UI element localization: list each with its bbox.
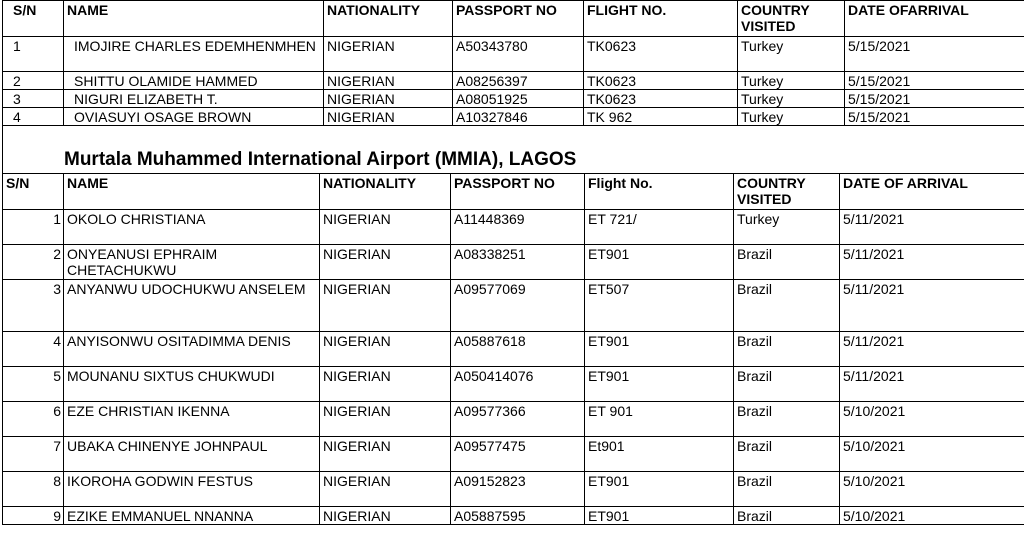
cell-date: 5/11/2021 xyxy=(840,367,1024,402)
cell-country: Brazil xyxy=(734,332,840,367)
cell-passport: A08256397 xyxy=(453,72,584,90)
cell-passport: A09577069 xyxy=(451,280,585,332)
cell-name: UBAKA CHINENYE JOHNPAUL xyxy=(64,437,320,472)
cell-passport: A09152823 xyxy=(451,472,585,507)
cell-flight: TK0623 xyxy=(584,90,738,108)
cell-flight: ET 901 xyxy=(585,402,734,437)
cell-name: OKOLO CHRISTIANA xyxy=(64,210,320,245)
header-date: DATE OF ARRIVAL xyxy=(840,174,1024,210)
cell-sn: 6 xyxy=(3,402,64,437)
cell-sn: 4 xyxy=(3,108,64,126)
cell-country: Brazil xyxy=(734,245,840,280)
header-sn: S/N xyxy=(3,1,64,37)
cell-date: 5/11/2021 xyxy=(840,280,1024,332)
cell-passport: A05887618 xyxy=(451,332,585,367)
table-row xyxy=(3,507,1024,525)
cell-sn: 9 xyxy=(3,507,64,525)
cell-nationality: NIGERIAN xyxy=(324,90,453,108)
cell-sn: 2 xyxy=(3,72,64,90)
header-nationality: NATIONALITY xyxy=(324,1,453,37)
cell-date: 5/11/2021 xyxy=(840,245,1024,280)
cell-name: OVIASUYI OSAGE BROWN xyxy=(64,108,324,126)
header-country: COUNTRY VISITED xyxy=(734,174,840,210)
cell-country: Turkey xyxy=(738,72,845,90)
cell-flight: ET901 xyxy=(585,332,734,367)
cell-name: IKOROHA GODWIN FESTUS xyxy=(64,472,320,507)
table-row xyxy=(3,90,1024,108)
cell-country: Brazil xyxy=(734,507,840,525)
header-passport: PASSPORT NO xyxy=(451,174,585,210)
cell-sn: 8 xyxy=(3,472,64,507)
cell-flight: Et901 xyxy=(585,437,734,472)
cell-date: 5/10/2021 xyxy=(840,402,1024,437)
cell-name: ONYEANUSI EPHRAIM CHETACHUKWU xyxy=(64,245,320,280)
header-nationality: NATIONALITY xyxy=(320,174,451,210)
cell-nationality: NIGERIAN xyxy=(320,332,451,367)
cell-flight: ET901 xyxy=(585,245,734,280)
cell-name: SHITTU OLAMIDE HAMMED xyxy=(64,72,324,90)
header-flight: FLIGHT NO. xyxy=(584,1,738,37)
cell-name: EZIKE EMMANUEL NNANNA xyxy=(64,507,320,525)
cell-country: Brazil xyxy=(734,437,840,472)
cell-flight: ET507 xyxy=(585,280,734,332)
cell-country: Turkey xyxy=(734,210,840,245)
header-sn: S/N xyxy=(3,174,64,210)
cell-date: 5/10/2021 xyxy=(840,472,1024,507)
table-header-row xyxy=(3,1,1024,37)
cell-passport: A08051925 xyxy=(453,90,584,108)
passenger-table-2 xyxy=(2,173,1024,525)
cell-date: 5/10/2021 xyxy=(840,437,1024,472)
cell-flight: TK0623 xyxy=(584,37,738,72)
table-row xyxy=(3,402,1024,437)
cell-passport: A08338251 xyxy=(451,245,585,280)
table-row xyxy=(3,472,1024,507)
cell-sn: 1 xyxy=(3,210,64,245)
cell-name: IMOJIRE CHARLES EDEMHENMHEN xyxy=(64,37,324,72)
cell-passport: A11448369 xyxy=(451,210,585,245)
cell-sn: 1 xyxy=(3,37,64,72)
cell-sn: 5 xyxy=(3,367,64,402)
header-date: DATE OFARRIVAL xyxy=(845,1,1024,37)
cell-flight: ET901 xyxy=(585,472,734,507)
cell-nationality: NIGERIAN xyxy=(320,437,451,472)
table-body xyxy=(3,210,1024,525)
cell-passport: A09577475 xyxy=(451,437,585,472)
airport-heading: Murtala Muhammed International Airport (MMIA), LAGOS xyxy=(64,149,577,170)
cell-date: 5/11/2021 xyxy=(840,210,1024,245)
table-row xyxy=(3,108,1024,126)
cell-passport: A10327846 xyxy=(453,108,584,126)
cell-country: Brazil xyxy=(734,280,840,332)
cell-name: NIGURI ELIZABETH T. xyxy=(64,90,324,108)
cell-flight: ET901 xyxy=(585,367,734,402)
cell-date: 5/15/2021 xyxy=(845,108,1024,126)
cell-sn: 7 xyxy=(3,437,64,472)
cell-country: Brazil xyxy=(734,472,840,507)
cell-passport: A50343780 xyxy=(453,37,584,72)
cell-nationality: NIGERIAN xyxy=(324,72,453,90)
table-row xyxy=(3,437,1024,472)
cell-date: 5/15/2021 xyxy=(845,37,1024,72)
cell-country: Turkey xyxy=(738,108,845,126)
header-country: COUNTRY VISITED xyxy=(738,1,845,37)
cell-nationality: NIGERIAN xyxy=(320,210,451,245)
table-header-row xyxy=(3,174,1024,210)
cell-country: Brazil xyxy=(734,367,840,402)
cell-name: ANYANWU UDOCHUKWU ANSELEM xyxy=(64,280,320,332)
cell-flight: ET901 xyxy=(585,507,734,525)
cell-sn: 3 xyxy=(3,280,64,332)
header-name: NAME xyxy=(64,1,324,37)
cell-sn: 4 xyxy=(3,332,64,367)
cell-nationality: NIGERIAN xyxy=(324,37,453,72)
cell-name: EZE CHRISTIAN IKENNA xyxy=(64,402,320,437)
cell-flight: TK 962 xyxy=(584,108,738,126)
cell-nationality: NIGERIAN xyxy=(320,507,451,525)
cell-country: Turkey xyxy=(738,90,845,108)
cell-date: 5/10/2021 xyxy=(840,507,1024,525)
table-row xyxy=(3,367,1024,402)
cell-sn: 2 xyxy=(3,245,64,280)
cell-nationality: NIGERIAN xyxy=(320,402,451,437)
table-row xyxy=(3,280,1024,332)
cell-flight: TK0623 xyxy=(584,72,738,90)
table-body xyxy=(3,37,1024,126)
header-name: NAME xyxy=(64,174,320,210)
table-row xyxy=(3,72,1024,90)
cell-country: Brazil xyxy=(734,402,840,437)
table-row xyxy=(3,332,1024,367)
table-gap-border xyxy=(2,126,3,173)
cell-country: Turkey xyxy=(738,37,845,72)
cell-nationality: NIGERIAN xyxy=(324,108,453,126)
cell-nationality: NIGERIAN xyxy=(320,472,451,507)
cell-nationality: NIGERIAN xyxy=(320,245,451,280)
cell-sn: 3 xyxy=(3,90,64,108)
cell-flight: ET 721/ xyxy=(585,210,734,245)
cell-nationality: NIGERIAN xyxy=(320,280,451,332)
cell-passport: A05887595 xyxy=(451,507,585,525)
table-row xyxy=(3,245,1024,280)
cell-date: 5/15/2021 xyxy=(845,72,1024,90)
header-flight: Flight No. xyxy=(585,174,734,210)
table-row xyxy=(3,37,1024,72)
table-row xyxy=(3,210,1024,245)
cell-date: 5/11/2021 xyxy=(840,332,1024,367)
cell-name: MOUNANU SIXTUS CHUKWUDI xyxy=(64,367,320,402)
passenger-table-1 xyxy=(2,0,1024,126)
cell-date: 5/15/2021 xyxy=(845,90,1024,108)
cell-passport: A050414076 xyxy=(451,367,585,402)
cell-nationality: NIGERIAN xyxy=(320,367,451,402)
cell-passport: A09577366 xyxy=(451,402,585,437)
header-passport: PASSPORT NO xyxy=(453,1,584,37)
cell-name: ANYISONWU OSITADIMMA DENIS xyxy=(64,332,320,367)
